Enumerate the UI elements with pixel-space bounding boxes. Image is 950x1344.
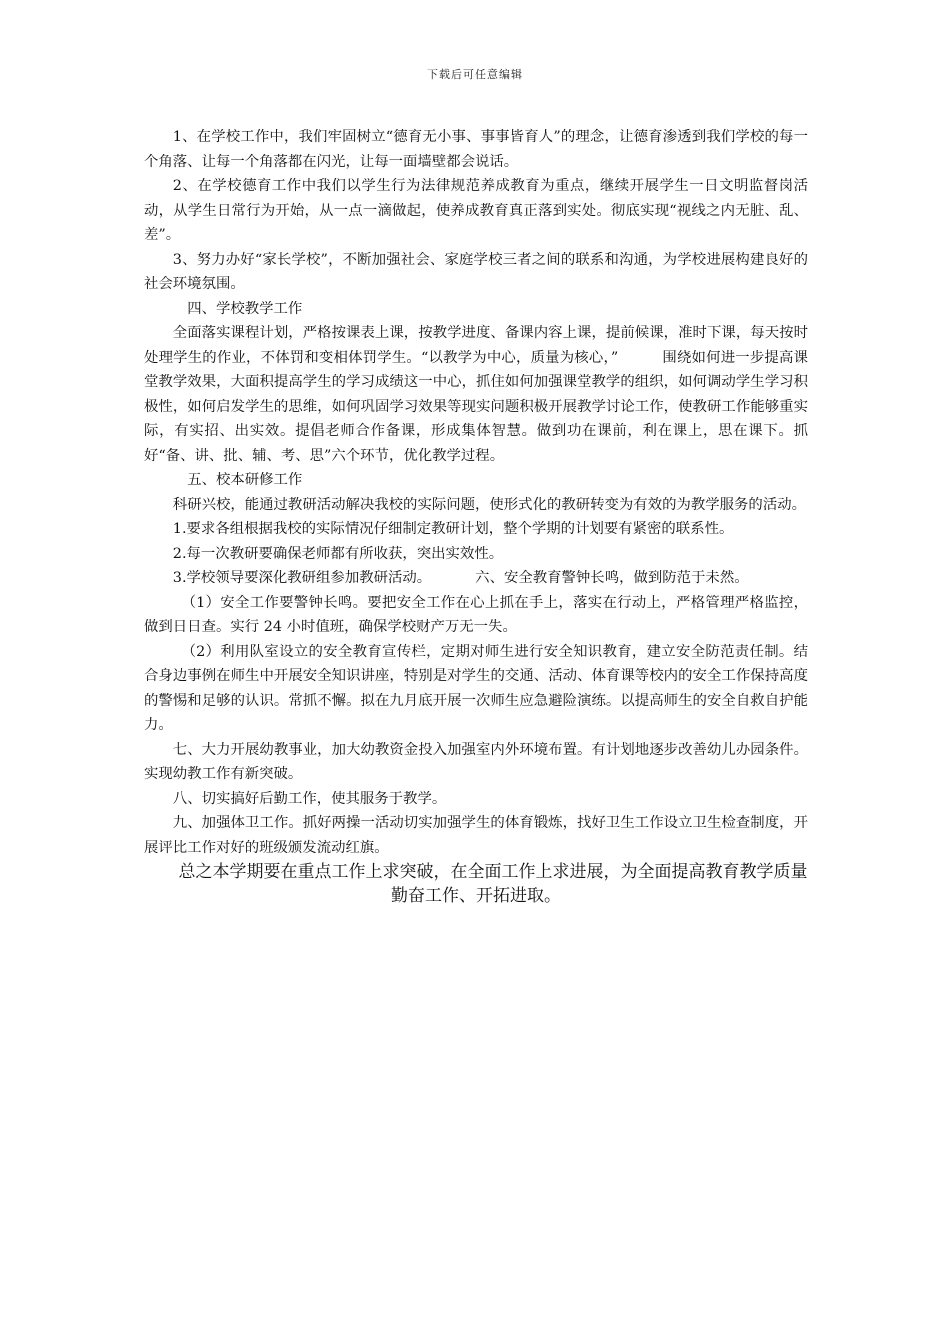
paragraph-research-2: 2.每一次教研要确保老师都有所收获，突出实效性。 — [172, 545, 504, 562]
paragraph-teaching-part-1: 全面落实课程计划，严格按课表上课，按教学进度、备课内容上课，提前候课，准时下课，每天按时处理学生的作业，不体罚和变相体罚学生。“以教学为中心，质量为核心，” — [144, 325, 808, 366]
paragraph-logistics: 八、切实搞好后勤工作，使其服务于教学。 — [172, 790, 447, 807]
paragraph-preschool: 七、大力开展幼教事业，加大幼教资金投入加强室内外环境布置。有计划地逐步改善幼儿办园条件。实现幼教工作有新突破。 — [144, 741, 808, 782]
paragraph-moral-3: 3、努力办好“家长学校”，不断加强社会、家庭学校三者之间的联系和沟通，为学校进展构建良好的社会环境氛围。 — [144, 251, 808, 292]
paragraph-safety-2: （2）利用队室设立的安全教育宣传栏，定期对师生进行安全知识教育，建立安全防范责任制。结合身边事例在师生中开展安全知识讲座，特别是对学生的交通、活动、体育课等校内的安全工作保持高度的警惕和足够的认识。常抓不懈。拟在九月底开展一次师生应急避险演练。以提高师生的安全自救自护能力。 — [144, 643, 808, 733]
section-heading-safety: 六、安全教育警钟长鸣，做到防范于未然。 — [475, 570, 749, 586]
paragraph-research-1: 1.要求各组根据我校的实际情况仔细制定教研计划，整个学期的计划要有紧密的联系性。 — [172, 521, 734, 537]
conclusion: 总之本学期要在重点工作上求突破，在全面工作上求进展，为全面提高教育教学质量勤奋工作、开拓进取。 — [178, 862, 808, 906]
section-heading-teaching: 四、学校教学工作 — [187, 300, 303, 317]
page-header: 下载后可任意编辑 — [427, 68, 523, 81]
document-body — [144, 125, 808, 908]
paragraph-research-3 — [144, 566, 808, 591]
paragraph-physical-health: 九、加强体卫工作。抓好两操一活动切实加强学生的体育锻炼，找好卫生工作设立卫生检查制度，开展评比工作对好的班级颁发流动红旗。 — [144, 815, 808, 856]
paragraph-teaching-part-2: 围绕如何进一步提高课堂教学效果，大面积提高学生的学习成绩这一中心，抓住如何加强课堂教学的组织，如何调动学生学习积极性，如何启发学生的思维，如何巩固学习效果等现实问题积极开展教学讨论工作，使教研工作能够重实际，有实招、出实效。提倡老师合作备课，形成集体智慧。做到功在课前，利在课上，思在课下。抓好“备、讲、批、辅、考、思”六个环节，优化教学过程。 — [144, 349, 808, 464]
section-heading-research: 五、校本研修工作 — [187, 472, 303, 488]
paragraph-moral-1: 1、在学校工作中，我们牢固树立“德育无小事、事事皆育人”的理念，让德育渗透到我们学校的每一个角落、让每一个角落都在闪光，让每一面墙壁都会说话。 — [144, 129, 808, 170]
paragraph-teaching — [144, 321, 808, 468]
paragraph-research-intro: 科研兴校，能通过教研活动解决我校的实际问题，使形式化的教研转变为有效的为教学服务的活动。 — [172, 496, 806, 513]
paragraph-research-3-text: 3.学校领导要深化教研组参加教研活动。 — [172, 570, 432, 586]
paragraph-moral-2: 2、在学校德育工作中我们以学生行为法律规范养成教育为重点，继续开展学生一日文明监督岗活动，从学生日常行为开始，从一点一滴做起，使养成教育真正落到实处。彻底实现“视线之内无脏、乱、差”。 — [144, 178, 808, 243]
paragraph-safety-1: （1）安全工作要警钟长鸣。要把安全工作在心上抓在手上，落实在行动上，严格管理严格监控，做到日日查。实行 24 小时值班，确保学校财产万无一失。 — [144, 594, 808, 635]
